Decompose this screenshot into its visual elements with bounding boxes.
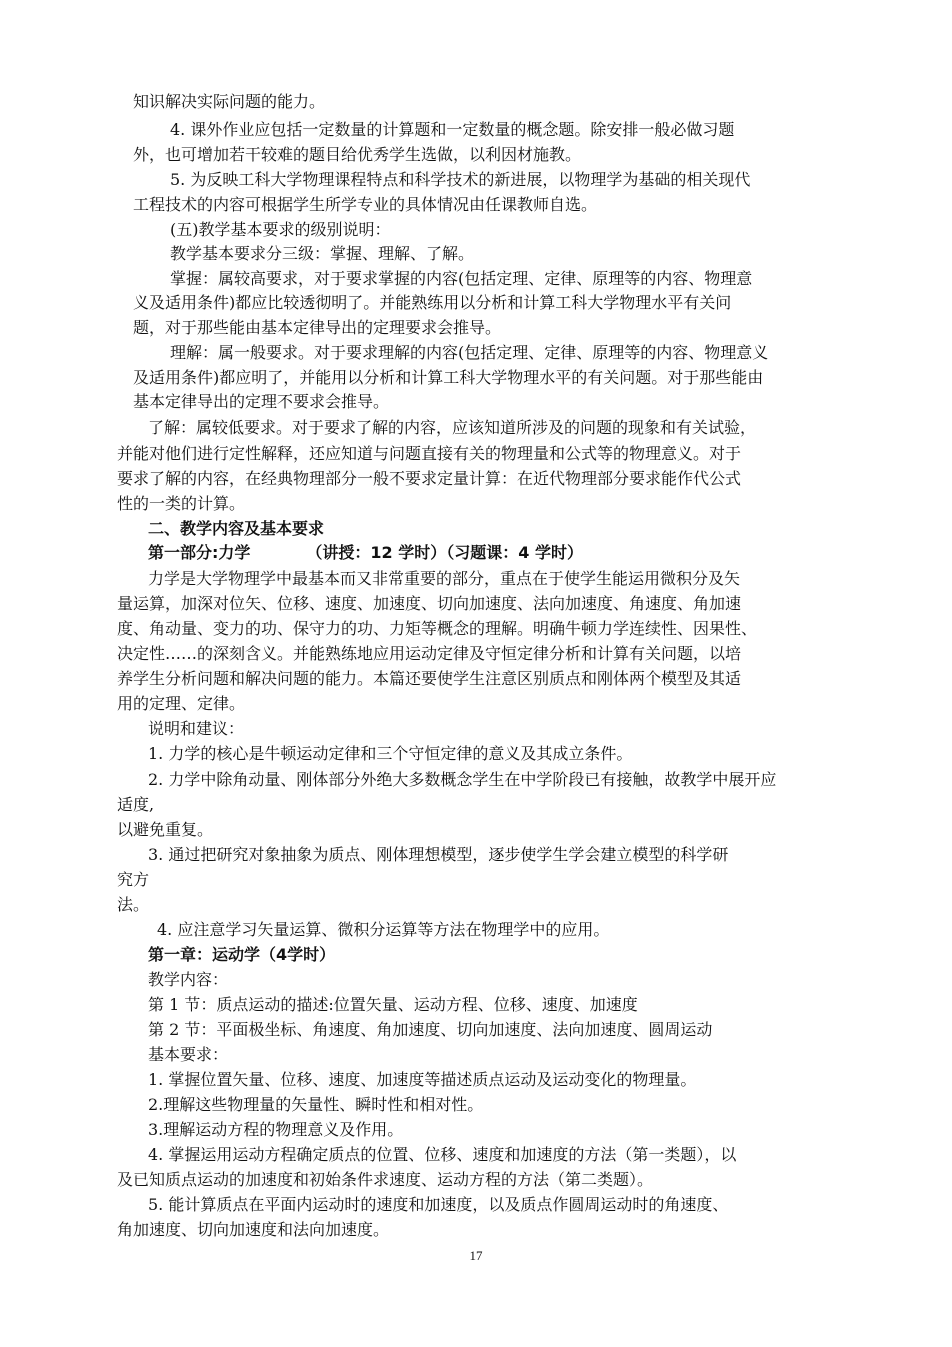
text-line: 要求了解的内容，在经典物理部分一般不要求定量计算：在近代物理部分要求能作代公式 bbox=[117, 469, 742, 488]
text-line: 适度, bbox=[117, 795, 155, 814]
text-line: 题，对于那些能由基本定律导出的定理要求会推导。 bbox=[133, 318, 502, 337]
text-line: 角加速度、切向加速度和法向加速度。 bbox=[117, 1220, 390, 1239]
text-line: 度、角动量、变力的功、保守力的功、力矩等概念的理解。明确牛顿力学连续性、因果性、 bbox=[117, 619, 758, 638]
text-line: 4. 课外作业应包括一定数量的计算题和一定数量的概念题。除安排一般必做习题 bbox=[170, 120, 735, 139]
text-line: 及适用条件)都应明了，并能用以分析和计算工科大学物理水平的有关问题。对于那些能由 bbox=[133, 368, 764, 387]
text-line: 2. 力学中除角动量、刚体部分外绝大多数概念学生在中学阶段已有接触，故教学中展开应 bbox=[148, 770, 777, 789]
text-line: 基本要求： bbox=[148, 1045, 229, 1064]
part-heading: 第一部分:力学 （讲授：12 学时）（习题课：4 学时） bbox=[148, 543, 583, 562]
text-line: 法。 bbox=[117, 895, 150, 914]
text-line: 理解：属一般要求。对于要求理解的内容(包括定理、定律、原理等的内容、物理意义 bbox=[170, 343, 769, 362]
text-line: 养学生分析问题和解决问题的能力。本篇还要使学生注意区别质点和刚体两个模型及其适 bbox=[117, 669, 742, 688]
text-line: 4. 掌握运用运动方程确定质点的位置、位移、速度和加速度的方法（第一类题），以 bbox=[148, 1145, 737, 1164]
text-line: 义及适用条件)都应比较透彻明了。并能熟练用以分析和计算工科大学物理水平有关问 bbox=[133, 293, 732, 312]
text-line: 说明和建议： bbox=[148, 719, 245, 738]
text-line: 3. 通过把研究对象抽象为质点、刚体理想模型，逐步使学生学会建立模型的科学研 bbox=[148, 845, 729, 864]
text-line: 1. 力学的核心是牛顿运动定律和三个守恒定律的意义及其成立条件。 bbox=[148, 744, 633, 763]
chapter-heading: 第一章：运动学（4学时） bbox=[148, 945, 336, 964]
text-line: 基本定律导出的定理不要求会推导。 bbox=[133, 392, 390, 411]
text-line: 2.理解这些物理量的矢量性、瞬时性和相对性。 bbox=[148, 1095, 484, 1114]
text-line: 教学基本要求分三级：掌握、理解、了解。 bbox=[170, 244, 475, 263]
page-number: 17 bbox=[469, 1248, 483, 1263]
text-line: 1. 掌握位置矢量、位移、速度、加速度等描述质点运动及运动变化的物理量。 bbox=[148, 1070, 697, 1089]
text-line: 以避免重复。 bbox=[117, 820, 214, 839]
text-line: 工程技术的内容可根据学生所学专业的具体情况由任课教师自选。 bbox=[133, 195, 598, 214]
text-line: 第 2 节：平面极坐标、角速度、角加速度、切向加速度、法向加速度、圆周运动 bbox=[148, 1020, 713, 1039]
text-line: 量运算，加深对位矢、位移、速度、加速度、切向加速度、法向加速度、角速度、角加速 bbox=[117, 594, 742, 613]
text-line: 4. 应注意学习矢量运算、微积分运算等方法在物理学中的应用。 bbox=[157, 920, 610, 939]
text-line: 5. 为反映工科大学物理课程特点和科学技术的新进展，以物理学为基础的相关现代 bbox=[170, 170, 751, 189]
text-line: 5. 能计算质点在平面内运动时的速度和加速度，以及质点作圆周运动时的角速度、 bbox=[148, 1195, 729, 1214]
text-line: 用的定理、定律。 bbox=[117, 694, 246, 713]
text-line: 力学是大学物理学中最基本而又非常重要的部分，重点在于使学生能运用微积分及矢 bbox=[148, 569, 741, 588]
text-line: 及已知质点运动的加速度和初始条件求速度、运动方程的方法（第二类题）。 bbox=[117, 1170, 654, 1189]
text-line: 3.理解运动方程的物理意义及作用。 bbox=[148, 1120, 404, 1139]
text-line: 决定性……的深刻含义。并能熟练地应用运动定律及守恒定律分析和计算有关问题，以培 bbox=[117, 644, 742, 663]
text-line: (五)教学基本要求的级别说明： bbox=[170, 220, 391, 239]
text-line: 掌握：属较高要求，对于要求掌握的内容(包括定理、定律、原理等的内容、物理意 bbox=[170, 269, 753, 288]
text-line: 了解：属较低要求。对于要求了解的内容，应该知道所涉及的问题的现象和有关试验， bbox=[148, 418, 757, 437]
text-line: 外，也可增加若干较难的题目给优秀学生选做，以利因材施教。 bbox=[133, 145, 582, 164]
text-line: 并能对他们进行定性解释，还应知道与问题直接有关的物理量和公式等的物理意义。对于 bbox=[117, 444, 742, 463]
text-line: 究方 bbox=[117, 870, 150, 889]
text-line: 性的一类的计算。 bbox=[117, 494, 246, 513]
text-line: 第 1 节：质点运动的描述:位置矢量、运动方程、位移、速度、加速度 bbox=[148, 995, 638, 1014]
section-heading: 二、教学内容及基本要求 bbox=[148, 519, 325, 538]
text-line: 教学内容： bbox=[148, 970, 229, 989]
text-line: 知识解决实际问题的能力。 bbox=[133, 92, 326, 111]
